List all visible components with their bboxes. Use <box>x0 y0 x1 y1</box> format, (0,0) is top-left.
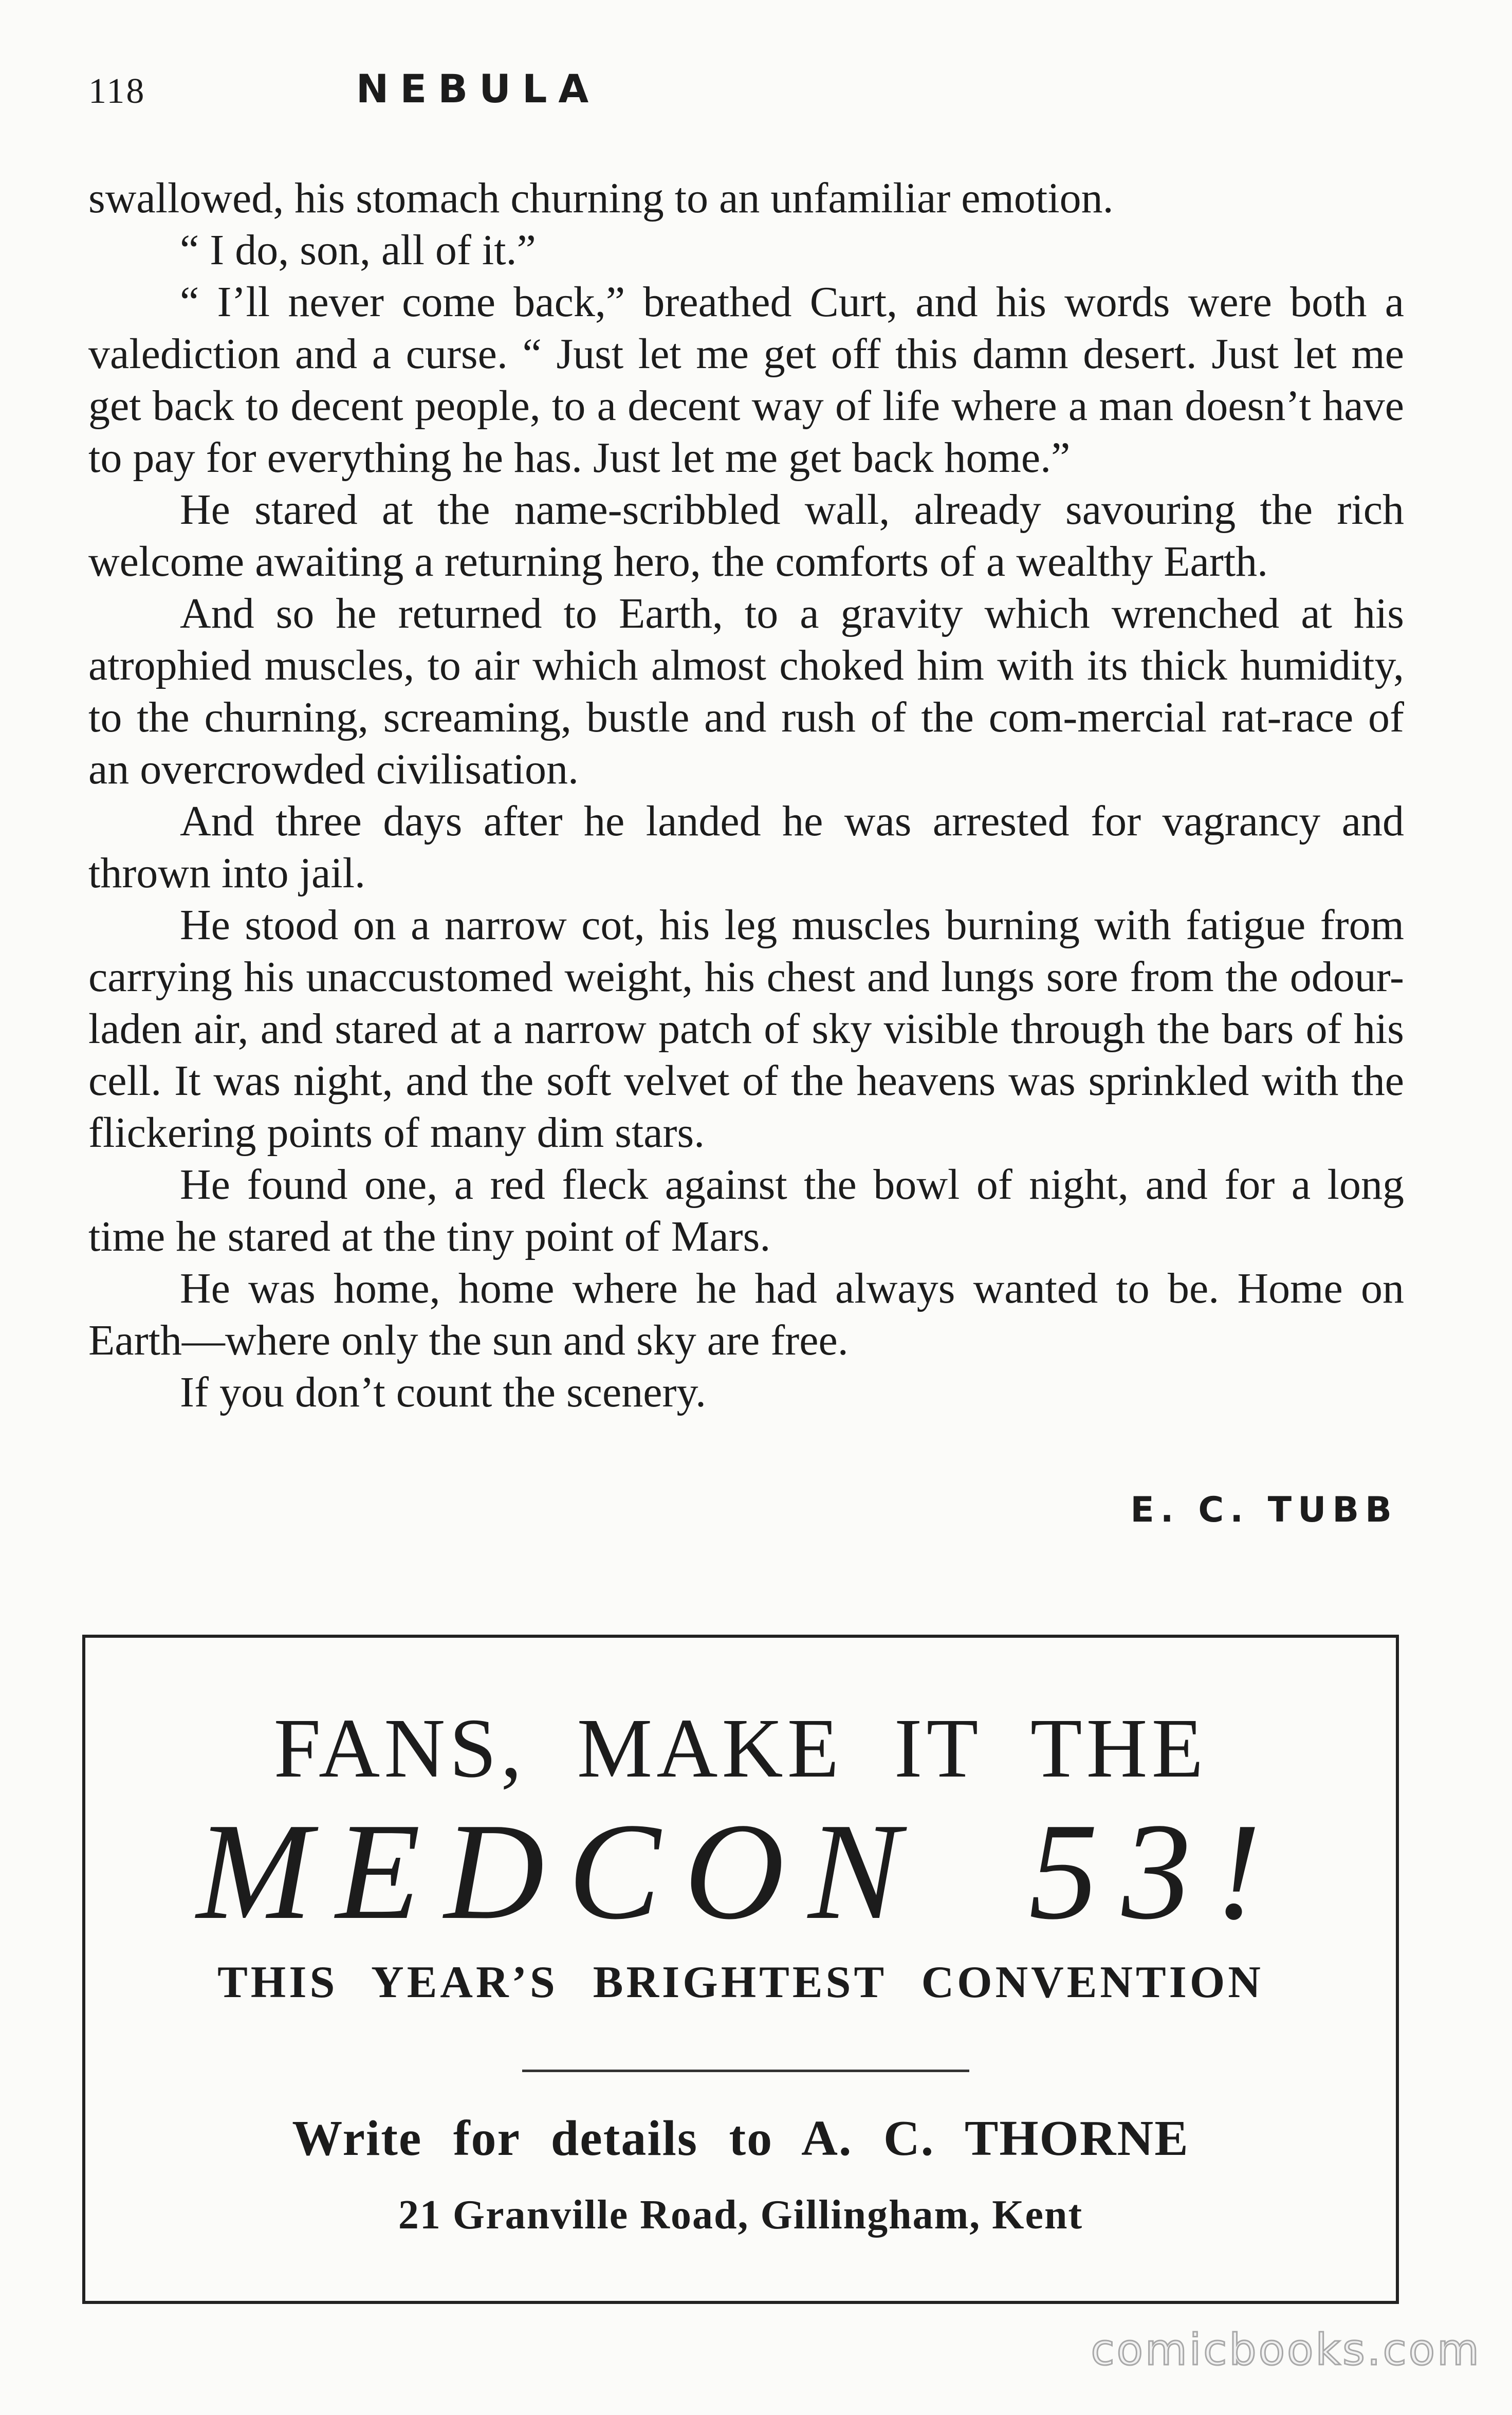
story-paragraph: He found one, a red fleck against the bowl of night, and for a long time he stared at the tiny point of Mars. <box>88 1161 1404 1260</box>
story-paragraph: He stood on a narrow cot, his leg muscles burning with fatigue from carrying his unaccustomed weight, his chest and lungs sore from the odour-laden air, and stared at a narrow patch of sky visible through the bars of his cell. It was night, and the soft velvet of the heavens was sprinkled with the flickering points of many dim stars. <box>88 901 1404 1157</box>
running-header <box>88 66 1421 122</box>
author-byline: E. C. TUBB <box>1130 1490 1398 1530</box>
story-paragraph: And so he returned to Earth, to a gravity which wrenched at his atrophied muscles, to air which almost choked him with its thick humidity, to the churning, screaming, bustle and rush of the com-mercial rat-race of an overcrowded civilisation. <box>88 590 1404 793</box>
ad-address: 21 Granville Road, Gillingham, Kent <box>398 2192 1083 2238</box>
ad-contact: Write for details to A. C. THORNE <box>292 2111 1189 2166</box>
ad-tagline: THIS YEAR’S BRIGHTEST CONVENTION <box>217 1957 1264 2007</box>
story-text <box>88 172 1404 1418</box>
page-number: 118 <box>88 71 146 111</box>
ad-headline: FANS, MAKE IT THE <box>273 1701 1208 1795</box>
ad-divider <box>522 2070 969 2072</box>
story-paragraph: swallowed, his stomach churning to an unfamiliar emotion. <box>88 174 1114 222</box>
story-paragraph: “ I do, son, all of it.” <box>180 226 536 274</box>
story-paragraph: He stared at the name-scribbled wall, already savouring the rich welcome awaiting a returning hero, the comforts of a wealthy Earth. <box>88 486 1404 586</box>
story-paragraph: And three days after he landed he was arrested for vagrancy and thrown into jail. <box>88 797 1404 897</box>
story-paragraph: If you don’t count the scenery. <box>180 1368 707 1416</box>
story-paragraph: “ I’ll never come back,” breathed Curt, and his words were both a valediction and a curse. “ Just let me get off this damn desert. Just let me get back to decent people, to a decent way of life where a man doesn’t have to pay for everything he has. Just let me get back home.” <box>88 278 1404 482</box>
ad-title: MEDCON 53! <box>196 1795 1285 1948</box>
story-paragraph: He was home, home where he had always wanted to be. Home on Earth—where only the sun and sky are free. <box>88 1265 1404 1364</box>
convention-advertisement <box>82 1635 1399 2304</box>
magazine-title: NEBULA <box>356 66 600 112</box>
watermark: comicbooks.com <box>1091 2325 1481 2375</box>
